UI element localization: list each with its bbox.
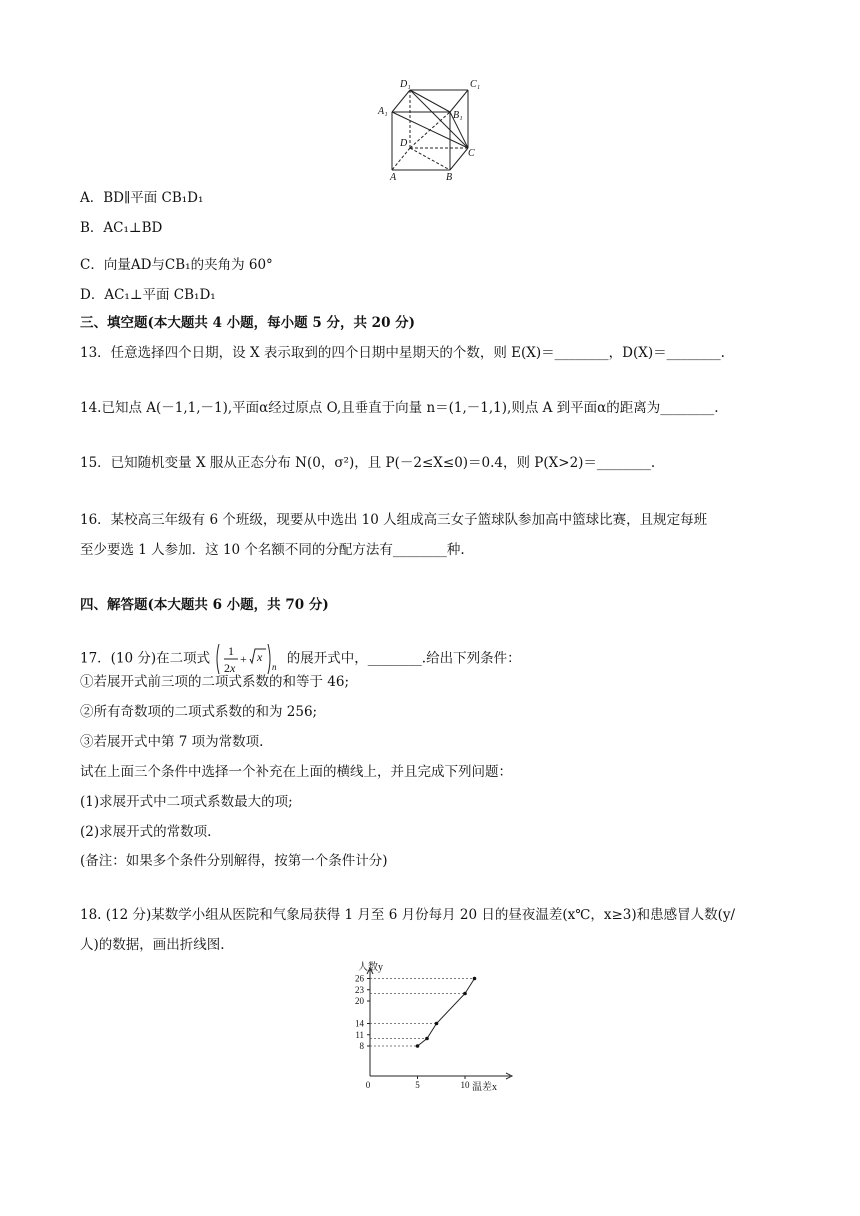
x-axis-label: 温差x xyxy=(472,1082,497,1093)
option-a: A．BD∥平面 CB₁D₁ xyxy=(80,190,204,206)
label-D1: D₁ xyxy=(400,79,411,90)
question-17-part-2: (2)求展开式的常数项. xyxy=(80,824,212,840)
y-tick-label: 20 xyxy=(355,996,364,1006)
x-tick-label: 10 xyxy=(460,1080,470,1090)
y-axis-label: 人数y xyxy=(358,962,383,973)
series-line xyxy=(418,979,475,1047)
option-b: B．AC₁⊥BD xyxy=(80,220,163,236)
data-point xyxy=(463,992,467,996)
option-c: C．向量AD与CB₁的夹角为 60° xyxy=(80,257,273,273)
data-point xyxy=(473,977,477,981)
svg-text:x: x xyxy=(257,650,263,664)
x-tick-label: 5 xyxy=(415,1080,420,1090)
svg-text:2x: 2x xyxy=(224,661,236,675)
question-16-line-1: 16．某校高三年级有 6 个班级，现要从中选出 10 人组成高三女子篮球队参加高中篮球比赛，且规定每班 xyxy=(80,512,708,528)
line-chart xyxy=(340,958,520,1094)
svg-text:1: 1 xyxy=(228,644,235,658)
section-4-title: 四、解答题(本大题共 6 小题，共 70 分) xyxy=(80,597,329,613)
question-18-line-2: 人)的数据，画出折线图. xyxy=(80,937,225,953)
question-17-stem xyxy=(80,642,521,676)
question-15: 15．已知随机变量 X 服从正态分布 N(0，σ²)，且 P(－2≤X≤0)＝0.4，则 P(X>2)＝________. xyxy=(80,455,656,471)
question-17-suffix: 的展开式中，________.给出下列条件： xyxy=(286,650,521,667)
cube-figure xyxy=(370,74,490,184)
question-14: 14.已知点 A(－1,1,－1),平面α经过原点 O,且垂直于向量 n＝(1,－1,1),则点 A 到平面α的距离为________. xyxy=(80,400,719,416)
svg-text:+: + xyxy=(240,652,248,666)
label-C: C xyxy=(468,148,475,159)
data-point xyxy=(416,1044,420,1048)
data-point xyxy=(425,1037,429,1041)
y-tick-label: 11 xyxy=(355,1029,364,1040)
question-16-line-2: 至少要选 1 人参加．这 10 个名额不同的分配方法有________种. xyxy=(80,542,465,558)
x-tick-label: 0 xyxy=(365,1080,371,1090)
question-13: 13．任意选择四个日期，设 X 表示取到的四个日期中星期天的个数，则 E(X)＝________，D(X)＝________. xyxy=(80,345,725,361)
option-d: D．AC₁⊥平面 CB₁D₁ xyxy=(80,287,216,303)
question-17-part-1: (1)求展开式中二项式系数最大的项; xyxy=(80,794,293,810)
condition-1: ①若展开式前三项的二项式系数的和等于 46; xyxy=(80,674,350,690)
y-tick-label: 26 xyxy=(355,973,364,984)
label-B1: B₁ xyxy=(453,110,463,121)
question-17-note: (备注：如果多个条件分别解得，按第一个条件计分) xyxy=(80,853,388,869)
condition-3: ③若展开式中第 7 项为常数项. xyxy=(80,734,264,750)
binomial-expression xyxy=(214,642,282,676)
label-A: A xyxy=(390,172,397,183)
data-point xyxy=(435,1022,439,1026)
label-D: D xyxy=(400,138,408,149)
label-C1: C₁ xyxy=(470,79,481,90)
question-17-instruction: 试在上面三个条件中选择一个补充在上面的横线上，并且完成下列问题： xyxy=(80,764,512,780)
condition-2: ②所有奇数项的二项式系数的和为 256; xyxy=(80,704,318,720)
svg-text:n: n xyxy=(272,662,277,672)
y-tick-label: 8 xyxy=(359,1041,364,1051)
question-17-prefix: 17．(10 分)在二项式 xyxy=(80,650,211,667)
y-tick-label: 14 xyxy=(355,1018,364,1029)
section-3-title: 三、填空题(本大题共 4 小题，每小题 5 分，共 20 分) xyxy=(80,315,416,331)
question-18-line-1: 18. (12 分)某数学小组从医院和气象局获得 1 月至 6 月份每月 20 日的昼夜温差(x℃，x≥3)和患感冒人数(y/ xyxy=(80,907,736,923)
label-B: B xyxy=(446,172,453,183)
y-tick-label: 23 xyxy=(355,984,364,995)
label-A1: A₁ xyxy=(378,106,388,117)
